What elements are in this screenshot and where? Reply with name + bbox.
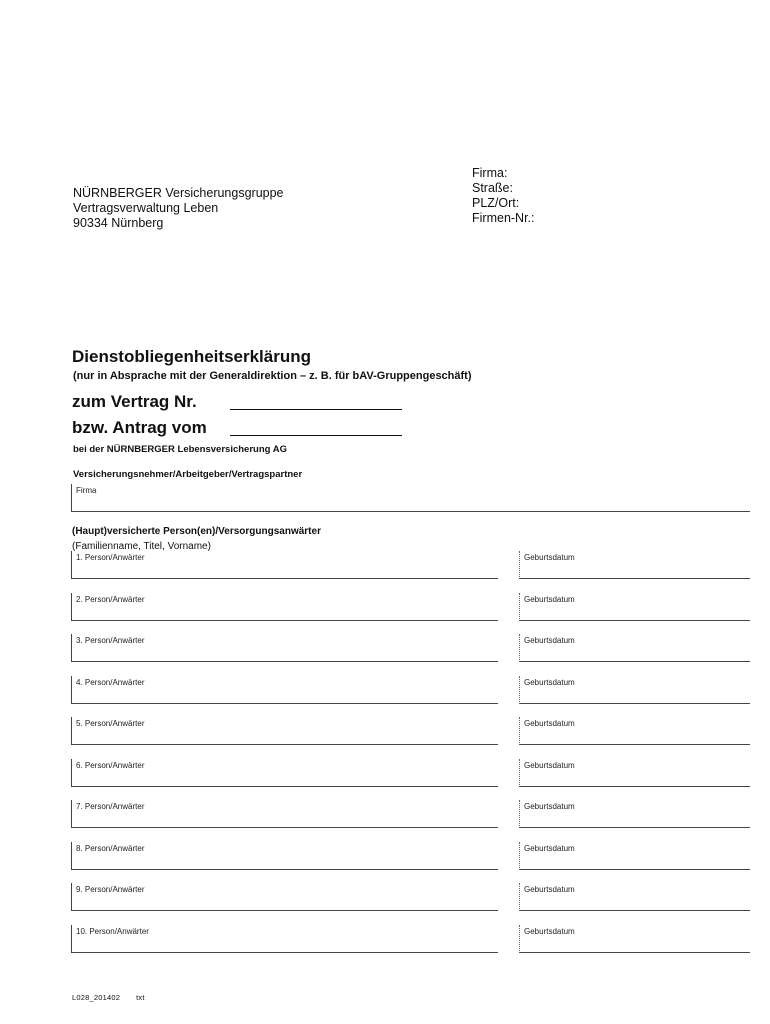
birthdate-label: Geburtsdatum bbox=[524, 595, 575, 604]
contract-number-label: zum Vertrag Nr. bbox=[72, 392, 197, 411]
form-code-suffix: txt bbox=[136, 993, 145, 1002]
person-row bbox=[71, 842, 750, 870]
birthdate-field[interactable] bbox=[519, 759, 750, 787]
application-date-label: bzw. Antrag vom bbox=[72, 418, 207, 437]
person-name-field[interactable] bbox=[71, 593, 498, 621]
recipient-address bbox=[73, 186, 284, 231]
form-footer bbox=[72, 993, 145, 1002]
person-label: 7. Person/Anwärter bbox=[76, 802, 145, 811]
person-name-field[interactable] bbox=[71, 883, 498, 911]
birthdate-field[interactable] bbox=[519, 842, 750, 870]
birthdate-label: Geburtsdatum bbox=[524, 885, 575, 894]
person-name-field[interactable] bbox=[71, 634, 498, 662]
person-label: 4. Person/Anwärter bbox=[76, 678, 145, 687]
person-row bbox=[71, 883, 750, 911]
birthdate-field[interactable] bbox=[519, 676, 750, 704]
birthdate-field[interactable] bbox=[519, 717, 750, 745]
policyholder-heading: Versicherungsnehmer/Arbeitgeber/Vertragspartner bbox=[73, 469, 303, 480]
person-label: 8. Person/Anwärter bbox=[76, 844, 145, 853]
document-subtitle: (nur in Absprache mit der Generaldirektion – z. B. für bAV-Gruppengeschäft) bbox=[73, 370, 472, 382]
firma-field-label: Firma bbox=[76, 486, 97, 495]
person-name-field[interactable] bbox=[71, 925, 498, 953]
person-row bbox=[71, 634, 750, 662]
birthdate-label: Geburtsdatum bbox=[524, 553, 575, 562]
sender-firma-label: Firma: bbox=[472, 166, 508, 180]
contract-number-field[interactable] bbox=[230, 393, 402, 410]
insured-subheading: (Familienname, Titel, Vorname) bbox=[72, 541, 211, 552]
person-name-field[interactable] bbox=[71, 800, 498, 828]
person-row bbox=[71, 925, 750, 953]
application-date-field[interactable] bbox=[230, 419, 402, 436]
person-label: 10. Person/Anwärter bbox=[76, 927, 149, 936]
birthdate-label: Geburtsdatum bbox=[524, 719, 575, 728]
sender-strasse-label: Straße: bbox=[472, 181, 513, 195]
birthdate-label: Geburtsdatum bbox=[524, 761, 575, 770]
person-label: 9. Person/Anwärter bbox=[76, 885, 145, 894]
birthdate-label: Geburtsdatum bbox=[524, 927, 575, 936]
sender-fields bbox=[472, 166, 535, 226]
recipient-line-1: NÜRNBERGER Versicherungsgruppe bbox=[73, 186, 284, 200]
person-name-field[interactable] bbox=[71, 551, 498, 579]
firma-field[interactable] bbox=[71, 484, 750, 512]
person-label: 5. Person/Anwärter bbox=[76, 719, 145, 728]
birthdate-field[interactable] bbox=[519, 925, 750, 953]
document-title: Dienstobliegenheitserklärung bbox=[72, 347, 311, 366]
insurer-line: bei der NÜRNBERGER Lebensversicherung AG bbox=[73, 444, 287, 455]
birthdate-label: Geburtsdatum bbox=[524, 678, 575, 687]
person-row bbox=[71, 593, 750, 621]
person-name-field[interactable] bbox=[71, 676, 498, 704]
person-name-field[interactable] bbox=[71, 842, 498, 870]
person-row bbox=[71, 800, 750, 828]
sender-plz-ort-label: PLZ/Ort: bbox=[472, 196, 520, 210]
insured-heading: (Haupt)versicherte Person(en)/Versorgungsanwärter bbox=[72, 526, 321, 537]
sender-firmen-nr-label: Firmen-Nr.: bbox=[472, 211, 535, 225]
recipient-line-3: 90334 Nürnberg bbox=[73, 216, 164, 230]
person-row bbox=[71, 676, 750, 704]
person-label: 1. Person/Anwärter bbox=[76, 553, 145, 562]
birthdate-field[interactable] bbox=[519, 634, 750, 662]
person-label: 2. Person/Anwärter bbox=[76, 595, 145, 604]
person-label: 3. Person/Anwärter bbox=[76, 636, 145, 645]
birthdate-label: Geburtsdatum bbox=[524, 802, 575, 811]
birthdate-field[interactable] bbox=[519, 883, 750, 911]
person-name-field[interactable] bbox=[71, 759, 498, 787]
recipient-line-2: Vertragsverwaltung Leben bbox=[73, 201, 219, 215]
birthdate-label: Geburtsdatum bbox=[524, 636, 575, 645]
birthdate-field[interactable] bbox=[519, 551, 750, 579]
person-row bbox=[71, 551, 750, 579]
birthdate-field[interactable] bbox=[519, 593, 750, 621]
person-label: 6. Person/Anwärter bbox=[76, 761, 145, 770]
birthdate-field[interactable] bbox=[519, 800, 750, 828]
person-name-field[interactable] bbox=[71, 717, 498, 745]
person-row bbox=[71, 717, 750, 745]
form-code: L028_201402 bbox=[72, 993, 121, 1002]
birthdate-label: Geburtsdatum bbox=[524, 844, 575, 853]
person-row bbox=[71, 759, 750, 787]
